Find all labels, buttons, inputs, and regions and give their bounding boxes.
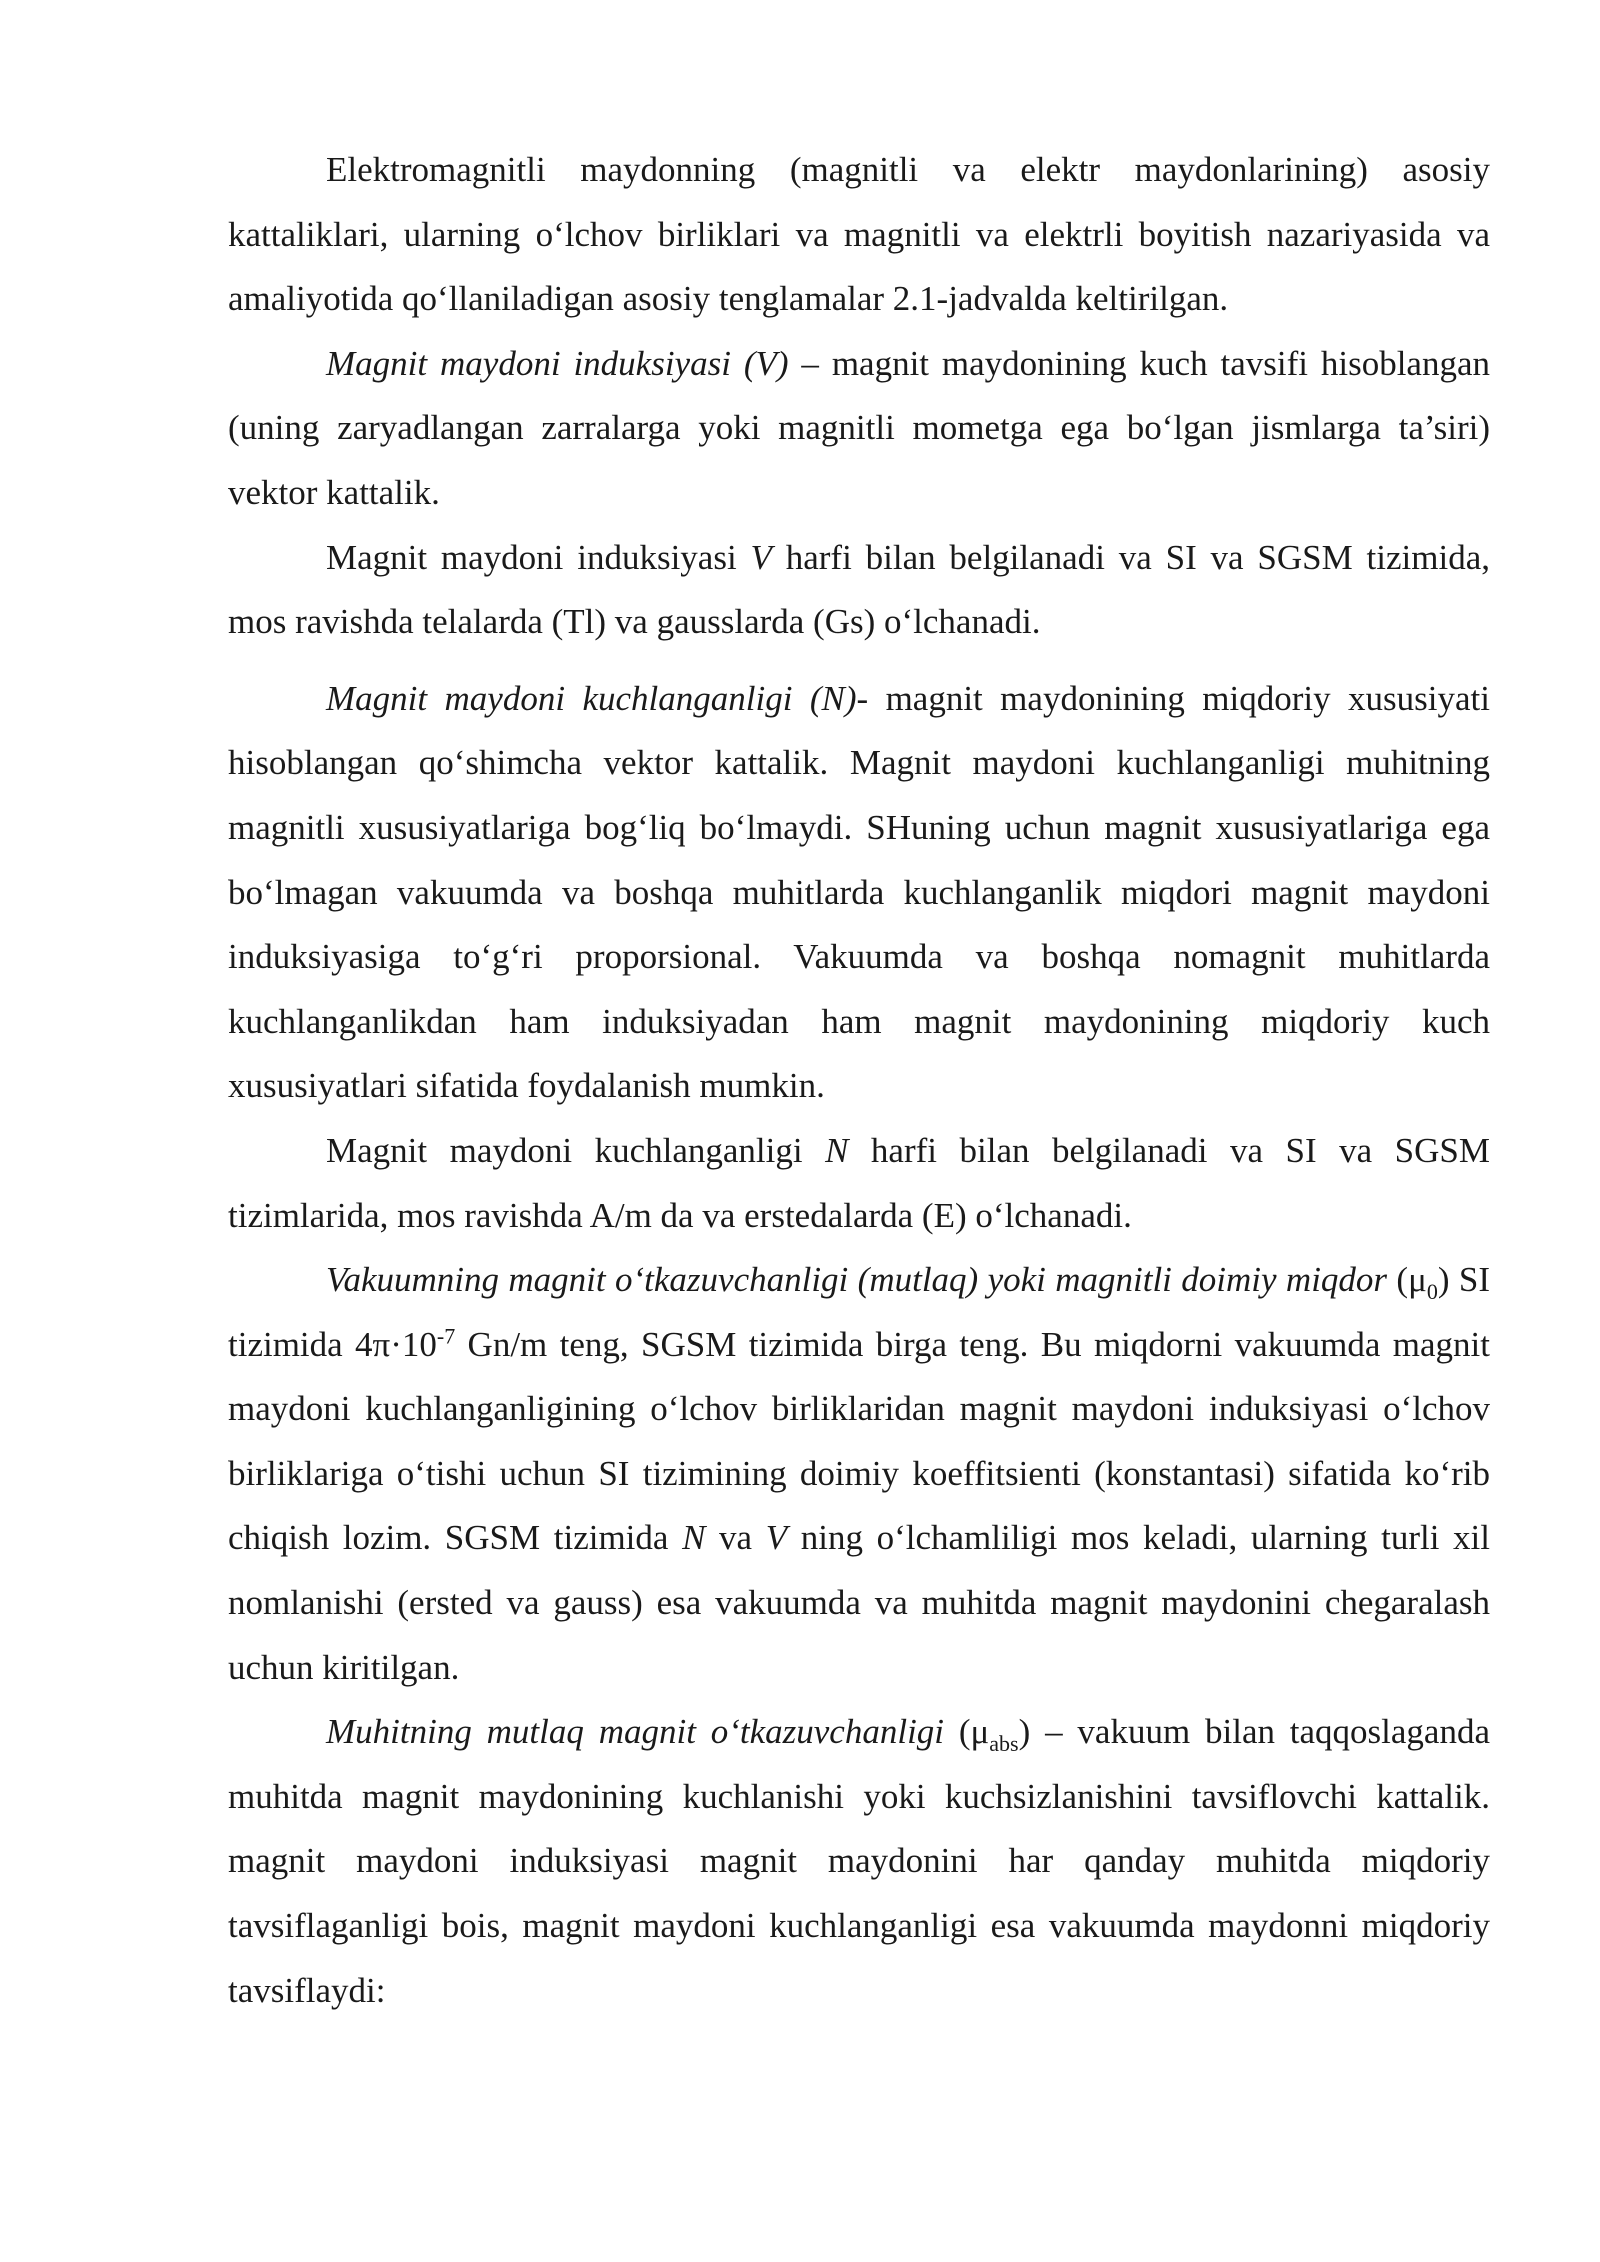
paragraph-field-strength-definition [228, 667, 1490, 1119]
induction-units-text-b: harfi bilan belgilanadi va SI va SGSM tizimida, mos ravishda telalarda (Tl) va gausslarda (Gs) o‘lchanadi. [228, 537, 1490, 642]
field-strength-units-text-a: Magnit maydoni kuchlanganligi [326, 1130, 826, 1170]
symbol-v-inline: V [765, 1518, 788, 1558]
absolute-permeability-text-a: (μ [944, 1712, 990, 1752]
vacuum-permeability-text-a: (μ [1387, 1260, 1427, 1300]
absolute-permeability-text-b: ) – vakuum bilan taqqoslaganda muhitda magnit maydonining kuchlanishi yoki kuchsizlanishini tavsiflovchi kattalik. magnit maydoni induksiyasi magnit maydonini har qanday muhitda miqdoriy tavsiflaganligi bois, magnit maydoni kuchlanganligi esa vakuumda maydonni miqdoriy tavsiflaydi: [228, 1712, 1491, 2010]
document-page [228, 138, 1490, 2023]
vacuum-permeability-text-b: ) SI tizimida 4π·10 [228, 1260, 1490, 1364]
induction-definition-text: – magnit maydonining kuch tavsifi hisoblangan (uning zaryadlangan zarralarga yoki magnitli mometga ega bo‘lgan jismlarga ta’siri) vektor kattalik. [228, 343, 1490, 512]
symbol-v: V [750, 537, 772, 577]
paragraph-field-strength-units [228, 1119, 1490, 1248]
induction-units-text-a: Magnit maydoni induksiyasi [326, 537, 751, 577]
vacuum-permeability-text-d: va [705, 1518, 766, 1558]
term-vacuum-permeability: Vakuumning magnit o‘tkazuvchanligi (mutlaq) yoki magnitli doimiy miqdor [326, 1260, 1388, 1300]
paragraph-induction-definition [228, 332, 1490, 526]
vacuum-permeability-text-e: ning o‘lchamliligi mos keladi, ularning turli xil nomlanishi (ersted va gauss) esa vakuumda va muhitda magnit maydonini chegaralash uchun kiritilgan. [228, 1518, 1491, 1687]
field-strength-definition-text: - magnit maydonining miqdoriy xususiyati hisoblangan qo‘shimcha vektor kattalik. Magnit maydoni kuchlanganligi muhitning magnitli xususiyatlariga bog‘liq bo‘lmaydi. SHuning uchun magnit xususiyatlariga ega bo‘lmagan vakuumda va boshqa muhitlarda kuchlanganlik miqdori magnit maydoni induksiyasiga to‘g‘ri proporsional. Vakuumda va boshqa nomagnit muhitlarda kuchlanganlikdan ham induksiyadan ham magnit maydonining miqdoriy kuch xususiyatlari sifatida foydalanish mumkin. [228, 678, 1490, 1106]
mu-abs-subscript: abs [989, 1731, 1019, 1757]
symbol-n-inline: N [682, 1518, 706, 1558]
exponent-superscript: -7 [436, 1323, 456, 1349]
term-absolute-permeability: Muhitning mutlaq magnit o‘tkazuvchanligi [326, 1712, 945, 1752]
field-strength-units-text-b: harfi bilan belgilanadi va SI va SGSM tizimlarida, mos ravishda A/m da va erstedalarda (E) o‘lchanadi. [228, 1130, 1490, 1235]
term-magnetic-induction: Magnit maydoni induksiyasi (V) [326, 343, 789, 383]
symbol-n: N [825, 1130, 849, 1170]
paragraph-absolute-permeability [228, 1700, 1490, 2023]
paragraph-induction-units [228, 526, 1490, 655]
mu-zero-subscript: 0 [1426, 1279, 1438, 1305]
term-field-strength: Magnit maydoni kuchlanganligi (N) [326, 678, 857, 718]
paragraph-vacuum-permeability [228, 1248, 1490, 1700]
paragraph-intro [228, 138, 1490, 332]
intro-text: Elektromagnitli maydonning (magnitli va elektr maydonlarining) asosiy kattaliklari, ularning o‘lchov birliklari va magnitli va elektrli boyitish nazariyasida va amaliyotida qo‘llaniladigan asosiy tenglamalar 2.1-jadvalda keltirilgan. [228, 150, 1490, 319]
vacuum-permeability-text-c: Gn/m teng, SGSM tizimida birga teng. Bu miqdorni vakuumda magnit maydoni kuchlanganligining o‘lchov birliklaridan magnit maydoni induksiyasi o‘lchov birliklariga o‘tishi uchun SI tizimining doimiy koeffitsienti (konstantasi) sifatida ko‘rib chiqish lozim. SGSM tizimida [228, 1324, 1490, 1558]
